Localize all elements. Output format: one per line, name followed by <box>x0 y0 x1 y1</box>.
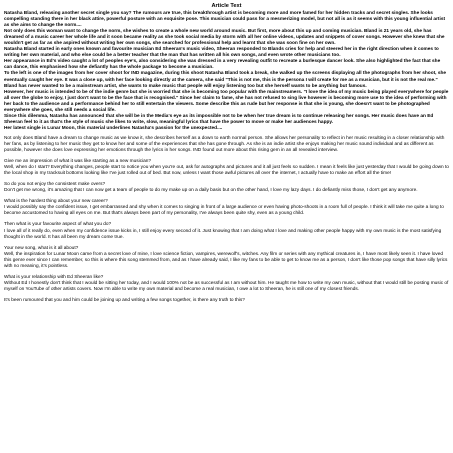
interview-answer: It's been rumoured that you and him could be joining up and writing a few songs together, is there any truth to this? <box>4 297 245 303</box>
intro-paragraph: Natasha Bland, releasing another secret single you say? The rumours are true, this breakthrough artist is becoming more and more famed for her hidden tracks and secret singles. She looks compelling standing there in her black attire, powerful posture with an exquisite pose. This musician could pass for a mesmerizing model, but not all is as it seems with this young influential artist as she aims to change the norm.... <box>4 11 446 29</box>
interview-answer: Well, the inspiration for Lunar Moon came from a secret love of mine, I love science fiction, vampires, werewolf's, witches. Any film or series with any mythical creatures in, I have most likely seen it. I have loved this genre ever since I can remember, so this is where this song stemmed from, and as I have already said, I like my fans to be able to get to know me as a person, I don't like those pop songs that have silly lyrics with no meaning, it's pointless. <box>4 251 448 269</box>
interview-paragraph <box>4 275 449 293</box>
intro-paragraph: To the left is one of the images from her cover shoot for IND magazine, during this shoot Natasha Bland took a break, she walked up the screens displaying all the photographs from her shoot, she eventually caught her eye. It was a close up, with her face looking directly at the camera, she said "This is not me, this is the persona I will create for me as a musician, but it is not the real me." Bland has never wanted to be a mainstream artist, she wants to make music that people will enjoy listening too but she herself wants to be anything but famous. <box>4 71 447 89</box>
interview-question: So do you not enjoy the consistent make overs? <box>4 182 106 188</box>
article-intro <box>4 11 449 132</box>
interview-answer: I love all of it really do, even when my confidence issue kicks in, I still enjoy every second of it. Just knowing that I am doing what I love and making other people happy with my own music is the most satisfying thought in the world. It has all been my dream come true. <box>4 228 442 240</box>
interview-answer: Not only does Bland have a dream to change music as we know it, she describes herself as a down to earth normal person. She allows her personality to reflect in her music resulting in a closer relationship with her fans, as by listening to her music they get to know her and some of the experiences that she has gone through. As she is an indie artist she enjoys making her music sound individual and as different as possible, however she does love expressing her emotions through the lyrics in her songs. IND found out more about this rising gem in an all revealed interview. <box>4 135 445 154</box>
interview-question: Then what is your favourite aspect of what you do? <box>4 222 112 228</box>
interview-paragraph <box>4 246 449 270</box>
interview-paragraph <box>4 182 449 194</box>
interview-paragraph <box>4 298 449 304</box>
interview-paragraph <box>4 136 449 154</box>
interview-question: What is the hardest thing about your new career? <box>4 199 108 205</box>
article-title: Article Text <box>211 3 242 9</box>
interview-question: Give me an impression of what it was like starting as a new musician? <box>4 159 152 165</box>
intro-paragraph: Her appearance in Ed's video caught a lot of peoples eye's, also considering she was dressed in a very revealing outfit to recreate a burlesque dancer look. She also highlighted the fact that she can dance, this emphasised how she defiantly has the whole package to become a musician. <box>4 59 441 71</box>
interview-section <box>4 136 449 304</box>
interview-answer: I would possibly say the confident issue, I get embarrassed and shy when it comes to singing in front of a large audience or even having photo-shoots in a room full of people. I think it will take me quite a long to become accustomed to having all eyes on me. But that's always been part of my personality, I've always been quite shy, even as a young child. <box>4 205 444 217</box>
intro-paragraph: Since this dilemma, Natasha has announced that she will be in the Media's eye as its impossible not to be when her true dream is to continue releasing her songs. Her music does have an Ed Sheeran feel to it as that's the style of music she likes to write, slow, meaningful lyrics that have the power to move or make her audiences happy. <box>4 113 434 125</box>
interview-question: Your new song, what is it all about? <box>4 245 79 251</box>
intro-paragraph: Not only does this woman want to change the norm, she wishes to create a whole new world around music. But first, more about this up and coming musician. Bland is 21 years old, she has dreamed of a music career her whole life and it soon became reality as she took social media by storm with all her online videos, updates and snippets of cover songs. However she knew that she wouldn't get as far as she aspired without writing her own songs, she searched for professional help and learnt that she was soon fine on her own. <box>4 29 445 47</box>
interview-paragraph <box>4 199 449 217</box>
interview-paragraph <box>4 222 449 240</box>
interview-answer: Well, when do I start? Everything changes, people start to notice you when you're out, ask for autographs and pictures and it all just feels so sudden. I mean it feels like just yesterday that I would be going down to the local shop in my tracksuit bottoms looking like I've just rolled out of bed. But now, unless I want those awful pictures all over the internet, I actually have to make an effort all the time! <box>4 165 449 177</box>
interview-question: What is your relationship with Ed Sheeran like? <box>4 274 104 280</box>
interview-answer: Without Ed I honestly don't think that I would be sitting her today, and I would 100% not be as successful as I am without him. He taught me how to write my own music, without that I would still be posting music of myself on YouTube of other artists covers. Now I'm able to write my own material and become a real musician, I owe a lot to Sheeran, he is still one of my closest friends. <box>4 280 449 292</box>
intro-paragraph: Her latest single is Lunar Moon, this material underlines Natasha's passion for the unexpected.... <box>4 125 223 131</box>
interview-answer: Don't get me wrong, it's amazing that I can now get a team of people to do my make up on a daily basis but on the other hand, I love my lazy days. I do defiantly miss those, I don't get any anymore. <box>4 188 418 194</box>
intro-paragraph: However, her music is intended to be of the indie genre but she is worried that she is becoming too popular with the mainstreamers. "I love the idea of my music being played everywhere for people all over the globe to enjoy, I just don't want to be the face that is recognised." Since her claim to fame, she has not refused to sing live however is becoming more use to the idea of performing with her back to the audience and a performance behind her to still entertain the viewers. Some describe this as rude but her response is that she is young, she doesn't want to be photographed everywhere she goes, she still needs a social life. <box>4 89 449 113</box>
intro-paragraph: Natasha Bland started in early ones known and favourite musician Ed Sheeran's music video, Sheeran responded to Blands cries for help and steered her in the right direction when it comes to writing her own material, and who else could be a better teacher that the man that has written all his own songs, and even wrote other musicians too. <box>4 47 439 59</box>
interview-paragraph <box>4 159 449 177</box>
